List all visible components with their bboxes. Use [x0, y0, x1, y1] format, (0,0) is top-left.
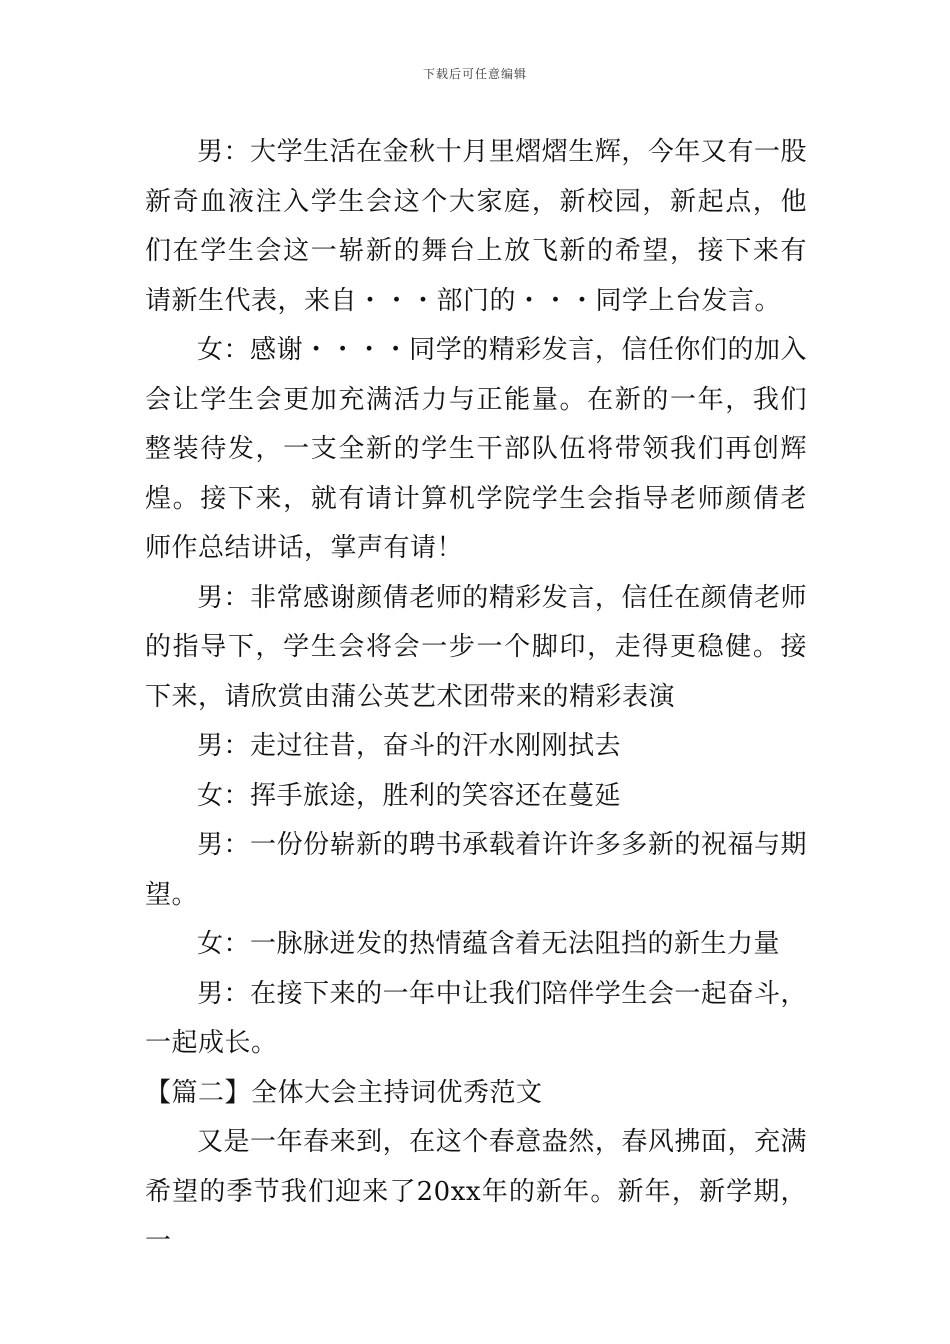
paragraph-female-thanks: 女：感谢・・・・同学的精彩发言，信任你们的加入会让学生会更加充满活力与正能量。在新的一年，我们整装待发，一支全新的学生干部队伍将带领我们再创辉煌。接下来，就有请计算机学院学生会指导老师颜倩老师作总结讲话，掌声有请！ — [145, 335, 807, 563]
page-header-note: 下载后可任意编辑 — [422, 67, 527, 81]
paragraph-male-intro: 男：大学生活在金秋十月里熠熠生辉，今年又有一股新奇血液注入学生会这个大家庭，新校园，新起点，他们在学生会这一崭新的舞台上放飞新的希望，接下来有请新生代表，来自・・・部门的・・・同学上台发言。 — [145, 137, 807, 316]
paragraph-female-line-2: 女：一脉脉迸发的热情蕴含着无法阻挡的新生力量 — [197, 929, 781, 959]
section-heading: 【篇二】全体大会主持词优秀范文 — [145, 1077, 543, 1108]
paragraph-male-line-3: 男：在接下来的一年中让我们陪伴学生会一起奋斗，一起成长。 — [145, 978, 807, 1058]
document-body — [145, 128, 807, 1267]
paragraph-male-line-1: 男：走过往昔，奋斗的汗水刚刚拭去 — [197, 731, 622, 761]
paragraph-male-thanks-teacher: 男：非常感谢颜倩老师的精彩发言，信任在颜倩老师的指导下，学生会将会一步一个脚印，走得更稳健。接下来，请欣赏由蒲公英艺术团带来的精彩表演 — [145, 582, 807, 712]
paragraph-section-two-opening: 又是一年春来到，在这个春意盎然，春风拂面，充满希望的季节我们迎来了20xx年的新年。新年，新学期，一 — [145, 1127, 807, 1256]
paragraph-male-line-2: 男：一份份崭新的聘书承载着许许多多新的祝福与期望。 — [145, 830, 807, 910]
paragraph-female-line-1: 女：挥手旅途，胜利的笑容还在蔓延 — [197, 780, 622, 811]
